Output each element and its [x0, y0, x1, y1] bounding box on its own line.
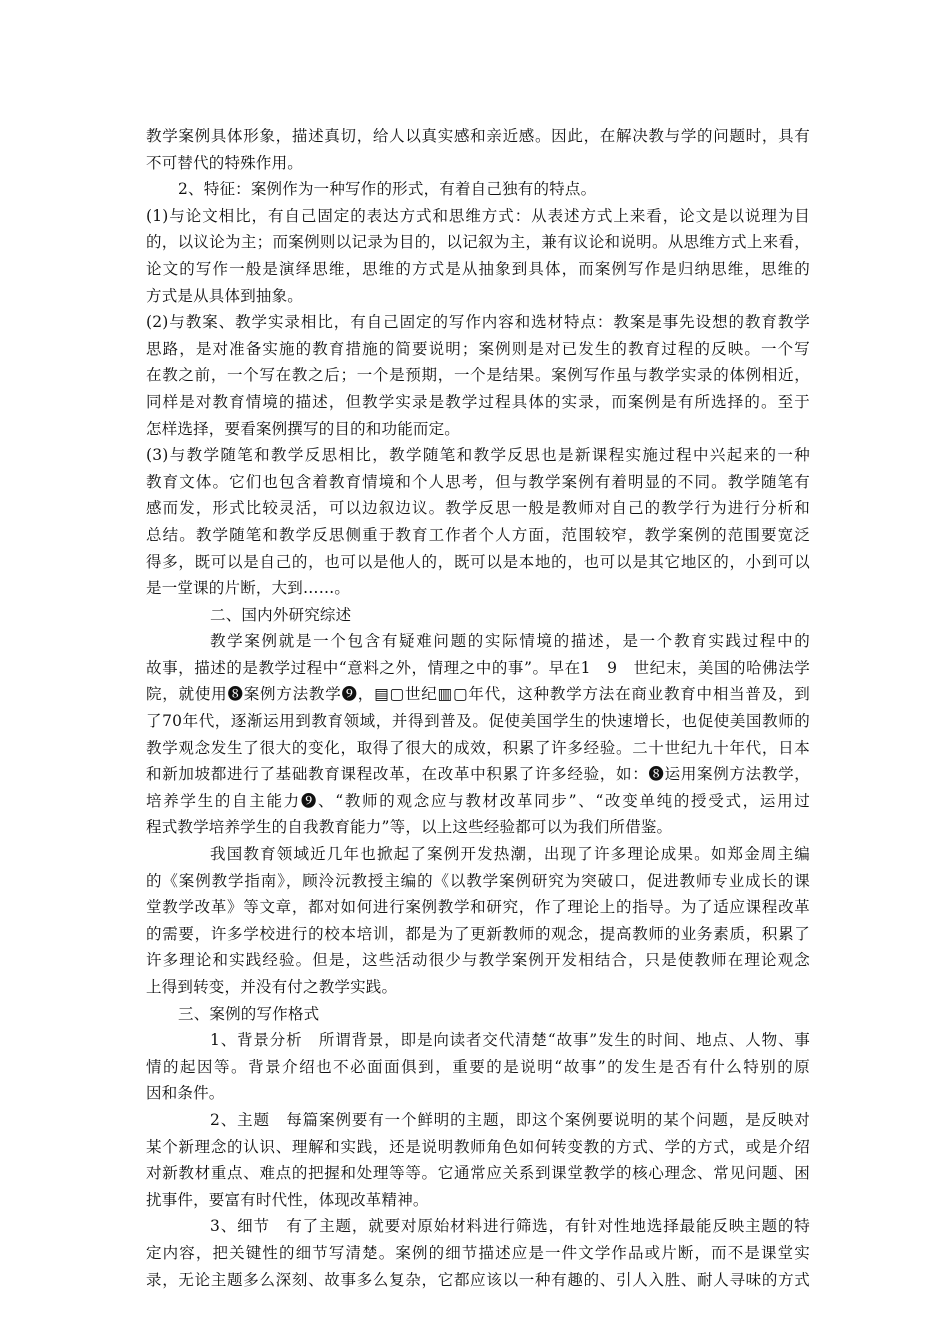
- text-line: 定内容，把关键性的细节写清楚。案例的细节描述应是一件文学作品或片断，而不是课堂实: [146, 1243, 810, 1262]
- text-line: 培养学生的自主能力❾、“教师的观念应与教材改革同步”、“改变单纯的授受式，运用过: [146, 791, 810, 810]
- text-line: 1、背景分析 所谓背景，即是向读者交代清楚“故事”发生的时间、地点、人物、事: [210, 1031, 810, 1050]
- text-line: 3、细节 有了主题，就要对原始材料进行筛选，有针对性地选择最能反映主题的特: [210, 1217, 810, 1236]
- text-line: 方式是从具体到抽象。: [146, 286, 304, 305]
- text-line: 三、案例的写作格式: [178, 1004, 320, 1023]
- text-line: 某个新理念的认识、理解和实践，还是说明教师角色如何转变教的方式、学的方式，或是介绍: [146, 1137, 810, 1156]
- text-line: 了70年代，逐渐运用到教育领域，并得到普及。促使美国学生的快速增长，也促使美国教师的: [146, 712, 810, 731]
- text-line: 上得到转变，并没有付之教学实践。: [146, 978, 398, 996]
- text-line: 程式教学培养学生的自我教育能力”等，以上这些经验都可以为我们所借鉴。: [146, 818, 673, 837]
- text-line: 教学案例具体形象，描述真切，给人以真实感和亲近感。因此，在解决教与学的问题时，具有: [146, 127, 810, 145]
- text-line: (1)与论文相比，有自己固定的表达方式和思维方式：从表述方式上来看，论文是以说理为目: [146, 206, 810, 225]
- text-line: 扰事件，要富有时代性，体现改革精神。: [146, 1190, 429, 1209]
- text-line: 是一堂课的片断，大到……。: [146, 579, 351, 598]
- text-line: 的，以议论为主；而案例则以记录为目的，以记叙为主，兼有议论和说明。从思维方式上来看，: [146, 233, 810, 252]
- text-line: 2、特征：案例作为一种写作的形式，有着自己独有的特点。: [178, 180, 597, 199]
- text-line: 教育文体。它们也包含着教育情境和个人思考，但与教学案例有着明显的不同。教学随笔有: [146, 472, 810, 491]
- text-line: 同样是对教育情境的描述，但教学实录是教学过程具体的实录，而案例是有所选择的。至于: [146, 392, 810, 411]
- text-line: 的《案例教学指南》，顾泠沅教授主编的《以教学案例研究为突破口，促进教师专业成长的课: [146, 871, 810, 890]
- text-line: 总结。教学随笔和教学反思侧重于教育工作者个人方面，范围较窄，教学案例的范围要宽泛: [146, 525, 810, 544]
- text-line: 情的起因等。背景介绍也不必面面俱到，重要的是说明“故事”的发生是否有什么特别的原: [146, 1057, 810, 1076]
- text-line: 得多，既可以是自己的，也可以是他人的，既可以是本地的，也可以是其它地区的，小到可以: [146, 552, 810, 571]
- text-line: (2)与教案、教学实录相比，有自己固定的写作内容和选材特点：教案是事先设想的教育教学: [146, 313, 810, 332]
- text-line: 的需要，许多学校进行的校本培训，都是为了更新教师的观念，提高教师的业务素质，积累了: [146, 924, 810, 943]
- text-line: 许多理论和实践经验。但是，这些活动很少与教学案例开发相结合，只是使教师在理论观念: [146, 951, 810, 970]
- text-line: 教学观念发生了很大的变化，取得了很大的成效，积累了许多经验。二十世纪九十年代，日本: [146, 738, 810, 757]
- text-line: 怎样选择，要看案例撰写的目的和功能而定。: [146, 419, 461, 438]
- text-line: 和新加坡都进行了基础教育课程改革，在改革中积累了许多经验，如：❽运用案例方法教学，: [146, 765, 810, 784]
- text-line: 录，无论主题多么深刻、故事多么复杂，它都应该以一种有趣的、引人入胜、耐人寻味的方式: [146, 1270, 810, 1289]
- text-line: 因和条件。: [146, 1084, 225, 1103]
- text-line: 对新教材重点、难点的把握和处理等等。它通常应关系到课堂教学的核心理念、常见问题、困: [146, 1164, 810, 1183]
- text-line: 思路，是对准备实施的教育措施的简要说明；案例则是对已发生的教育过程的反映。一个写: [146, 339, 810, 358]
- text-line: 论文的写作一般是演绎思维，思维的方式是从抽象到具体，而案例写作是归纳思维，思维的: [146, 259, 810, 278]
- document-body: [146, 123, 810, 1293]
- text-line: 我国教育领域近几年也掀起了案例开发热潮，出现了许多理论成果。如郑金周主编: [210, 845, 810, 864]
- text-line: (3)与教学随笔和教学反思相比，教学随笔和教学反思也是新课程实施过程中兴起来的一种: [146, 446, 810, 465]
- text-line: 二、国内外研究综述: [210, 605, 352, 624]
- text-line: 感而发，形式比较灵活，可以边叙边议。教学反思一般是教师对自己的教学行为进行分析和: [146, 499, 810, 518]
- text-line: 在教之前，一个写在教之后；一个是预期，一个是结果。案例写作虽与教学实录的体例相近，: [146, 366, 810, 385]
- text-line: 2、主题 每篇案例要有一个鲜明的主题，即这个案例要说明的某个问题，是反映对: [210, 1110, 810, 1129]
- text-line: 堂教学改革》等文章，都对如何进行案例教学和研究，作了理论上的指导。为了适应课程改革: [146, 898, 810, 917]
- text-line: 院，就使用❽案例方法教学❾，▤▢世纪▥▢年代，这种教学方法在商业教育中相当普及，到: [146, 685, 810, 704]
- text-line: 教学案例就是一个包含有疑难问题的实际情境的描述，是一个教育实践过程中的: [210, 632, 810, 651]
- text-line: 故事，描述的是教学过程中“意料之外，情理之中的事”。早在1 9 世纪末，美国的哈佛法学: [146, 658, 810, 677]
- text-line: 不可替代的特殊作用。: [146, 153, 304, 172]
